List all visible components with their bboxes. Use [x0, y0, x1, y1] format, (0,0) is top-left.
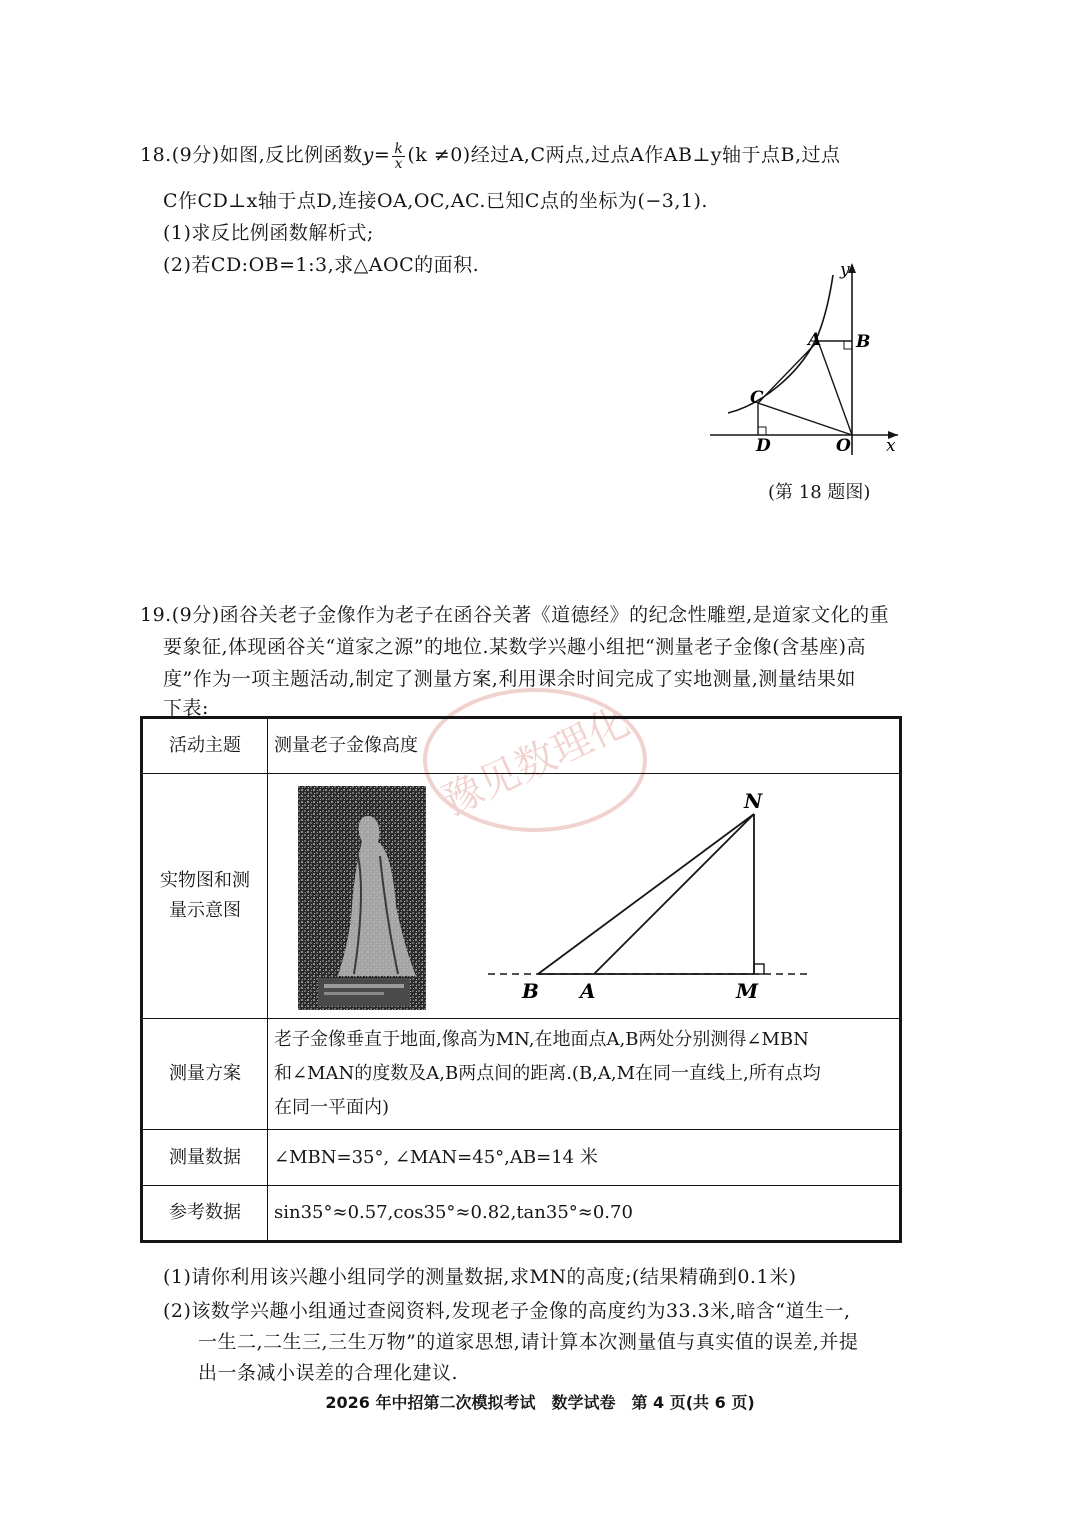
cell-activity-label: 活动主题	[142, 718, 268, 774]
table-row	[142, 1186, 901, 1242]
right-angle-m	[754, 964, 764, 974]
label-m: M	[736, 979, 759, 1003]
cell-figure-label	[142, 774, 268, 1019]
q19-line3: 度”作为一项主题活动,制定了测量方案,利用课余时间完成了实地测量,测量结果如	[163, 668, 856, 690]
q18-func-y: y=	[362, 144, 391, 166]
table-row	[142, 1130, 901, 1186]
measurement-table	[140, 716, 902, 1243]
q18-fraction	[392, 142, 405, 171]
cell-activity-value: 测量老子金像高度	[268, 718, 901, 774]
label-y: y	[840, 260, 850, 280]
q19-part2-line2: 一生二,二生三,三生万物”的道家思想,请计算本次测量值与真实值的误差,并提	[198, 1331, 859, 1353]
cell-figure-value	[268, 774, 901, 1019]
q18-frac-denominator: x	[394, 155, 404, 172]
segment-an	[594, 814, 754, 974]
q18-heading	[140, 140, 841, 171]
plan-line2: 和∠MAN的度数及A,B两点间的距离.(B,A,M在同一直线上,所有点均	[274, 1063, 821, 1084]
cell-data-value: ∠MBN=35°, ∠MAN=45°,AB=14 米	[268, 1130, 901, 1186]
watermark-text: 豫见数理化	[435, 698, 637, 825]
q19-part2-line3: 出一条减小误差的合理化建议.	[198, 1362, 459, 1384]
label-n: N	[744, 789, 763, 813]
q19-part1: (1)请你利用该兴趣小组同学的测量数据,求MN的高度;(结果精确到0.1米)	[163, 1266, 797, 1288]
plan-line3: 在同一平面内)	[274, 1097, 390, 1118]
q19-line4: 下表:	[163, 697, 209, 719]
cell-reference-label: 参考数据	[142, 1186, 268, 1242]
segment-ac	[758, 341, 818, 403]
label-a: A	[808, 330, 822, 350]
segment-oc	[758, 403, 852, 435]
q18-heading-suffix: (k ≠0)经过A,C两点,过点A作AB⊥y轴于点B,过点	[407, 144, 841, 166]
statue-photo	[298, 786, 426, 1010]
cell-data-label: 测量数据	[142, 1130, 268, 1186]
right-angle-d	[758, 427, 766, 435]
q18-caption: (第 18 题图)	[768, 482, 871, 503]
right-angle-b	[844, 341, 852, 349]
q18-frac-numerator: k	[394, 140, 404, 157]
q18-line2: C作CD⊥x轴于点D,连接OA,OC,AC.已知C点的坐标为(−3,1).	[163, 190, 708, 212]
label-o: O	[836, 436, 851, 456]
q18-part1: (1)求反比例函数解析式;	[163, 222, 374, 244]
cell-plan-value	[268, 1019, 901, 1130]
measurement-diagram	[478, 784, 808, 1009]
label-b: B	[856, 332, 871, 352]
label-a19: A	[580, 979, 596, 1003]
plan-line1: 老子金像垂直于地面,像高为MN,在地面点A,B两处分别测得∠MBN	[274, 1029, 809, 1050]
segment-bn	[538, 814, 754, 974]
label-b19: B	[522, 979, 539, 1003]
label-x: x	[886, 436, 896, 456]
q19-part2-line1: (2)该数学兴趣小组通过查阅资料,发现老子金像的高度约为33.3米,暗含“道生一,	[163, 1300, 851, 1322]
table-row	[142, 1019, 901, 1130]
q18-part2: (2)若CD:OB=1:3,求△AOC的面积.	[163, 254, 480, 276]
cell-figure-label-line2: 量示意图	[169, 900, 241, 921]
cell-reference-value: sin35°≈0.57,cos35°≈0.82,tan35°≈0.70	[268, 1186, 901, 1242]
label-d: D	[756, 436, 771, 456]
page-footer: 2026 年中招第二次模拟考试 数学试卷 第 4 页(共 6 页)	[325, 1393, 755, 1412]
q18-graph	[700, 255, 910, 465]
q19-line1: 19.(9分)函谷关老子金像作为老子在函谷关著《道德经》的纪念性雕塑,是道家文化的重	[140, 604, 890, 626]
table-row	[142, 774, 901, 1019]
q18-heading-prefix: 18.(9分)如图,反比例函数	[140, 144, 363, 166]
cell-figure-label-line1: 实物图和测	[160, 870, 250, 891]
table-row	[142, 718, 901, 774]
cell-plan-label: 测量方案	[142, 1019, 268, 1130]
label-c: C	[750, 388, 764, 408]
q19-line2: 要象征,体现函谷关“道家之源”的地位.某数学兴趣小组把“测量老子金像(含基座)高	[163, 636, 867, 658]
segment-oa	[818, 341, 852, 435]
